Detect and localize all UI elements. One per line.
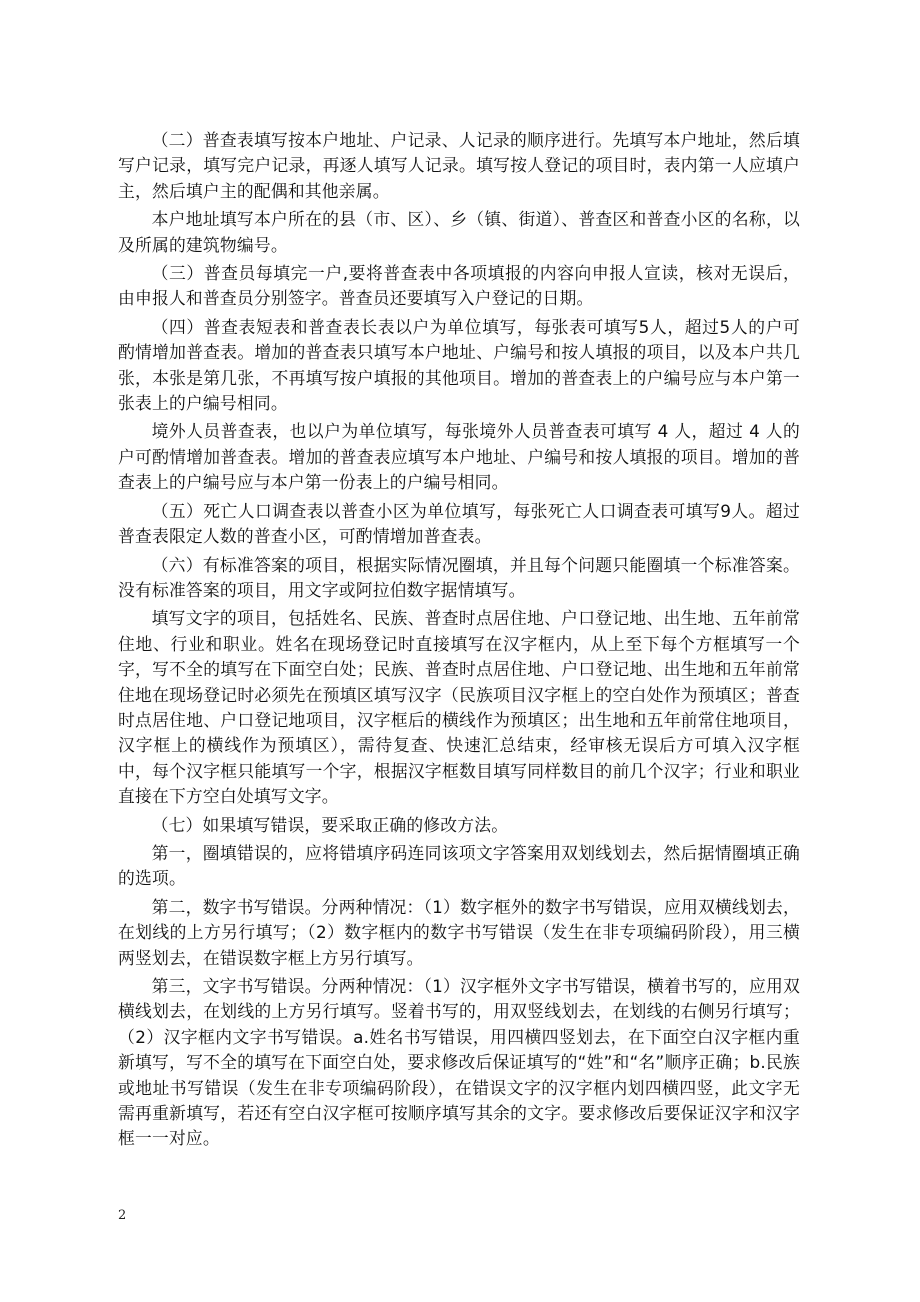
page-number: 2 [118, 1208, 127, 1223]
document-body [118, 128, 800, 1152]
paragraph-short-long-forms: （四）普查表短表和普查表长表以户为单位填写，每张表可填写5人，超过5人的户可酌情增加普查表。增加的普查表只填写本户地址、户编号和按人填报的项目，以及本户共几张，本张是第几张，不再填写按户填报的其他项目。增加的普查表上的户编号应与本户第一张表上的户编号相同。 [118, 316, 800, 414]
paragraph-foreign-residents: 境外人员普查表，也以户为单位填写，每张境外人员普查表可填写 4 人，超过 4 人的户可酌情增加普查表。增加的普查表应填写本户地址、户编号和按人填报的项目。增加的普查表上的户编号应与本户第一份表上的户编号相同。 [118, 421, 800, 493]
paragraph-fill-order: （二）普查表填写按本户地址、户记录、人记录的顺序进行。先填写本户地址，然后填写户记录，填写完户记录，再逐人填写人记录。填写按人登记的项目时，表内第一人应填户主，然后填户主的配偶和其他亲属。 [118, 130, 800, 201]
paragraph-address: 本户地址填写本户所在的县（市、区）、乡（镇、街道）、普查区和普查小区的名称，以及所属的建筑物编号。 [118, 209, 800, 255]
paragraph-number-errors: 第二，数字书写错误。分两种情况：（1）数字框外的数字书写错误，应用双横线划去，在划线的上方另行填写；（2）数字框内的数字书写错误（发生在非专项编码阶段），用三横两竖划去，在错误数字框上方另行填写。 [118, 896, 800, 968]
paragraph-standard-answers: （六）有标准答案的项目，根据实际情况圈填，并且每个问题只能圈填一个标准答案。没有标准答案的项目，用文字或阿拉伯数字据情填写。 [118, 554, 800, 600]
paragraph-corrections: （七）如果填写错误，要采取正确的修改方法。 [151, 814, 509, 835]
paragraph-circle-errors: 第一，圈填错误的，应将错填序码连同该项文字答案用双划线划去，然后据情圈填正确的选项。 [118, 842, 800, 889]
paragraph-death-survey: （五）死亡人口调查表以普查小区为单位填写，每张死亡人口调查表可填写9人。超过普查表限定人数的普查小区，可酌情增加普查表。 [118, 500, 800, 547]
paragraph-text-errors: 第三，文字书写错误。分两种情况：（1）汉字框外文字书写错误，横着书写的，应用双横线划去，在划线的上方另行填写。竖着书写的，用双竖线划去，在划线的右侧另行填写；（2）汉字框内文字书写错误。a.姓名书写错误，用四横四竖划去，在下面空白汉字框内重新填写，写不全的填写在下面空白处，要求修改后保证填写的“姓”和“名”顺序正确；b.民族或地址书写错误（发生在非专项编码阶段），在错误文字的汉字框内划四横四竖，此文字无需再重新填写，若还有空白汉字框可按顺序填写其余的文字。要求修改后要保证汉字和汉字框一一对应。 [118, 976, 800, 1149]
paragraph-text-items: 填写文字的项目，包括姓名、民族、普查时点居住地、户口登记地、出生地、五年前常住地、行业和职业。姓名在现场登记时直接填写在汉字框内，从上至下每个方框填写一个字，写不全的填写在下面空白处；民族、普查时点居住地、户口登记地、出生地和五年前常住地在现场登记时必须先在预填区填写汉字（民族项目汉字框上的空白处作为预填区；普查时点居住地、户口登记地项目，汉字框后的横线作为预填区；出生地和五年前常住地项目，汉字框上的横线作为预填区），需待复查、快速汇总结束，经审核无误后方可填入汉字框中，每个汉字框只能填写一个字，根据汉字框数目填写同样数目的前几个汉字；行业和职业直接在下方空白处填写文字。 [118, 608, 800, 807]
paragraph-verification: （三）普查员每填完一户,要将普查表中各项填报的内容向申报人宣读，核对无误后，由申报人和普查员分别签字。普查员还要填写入户登记的日期。 [118, 263, 800, 309]
